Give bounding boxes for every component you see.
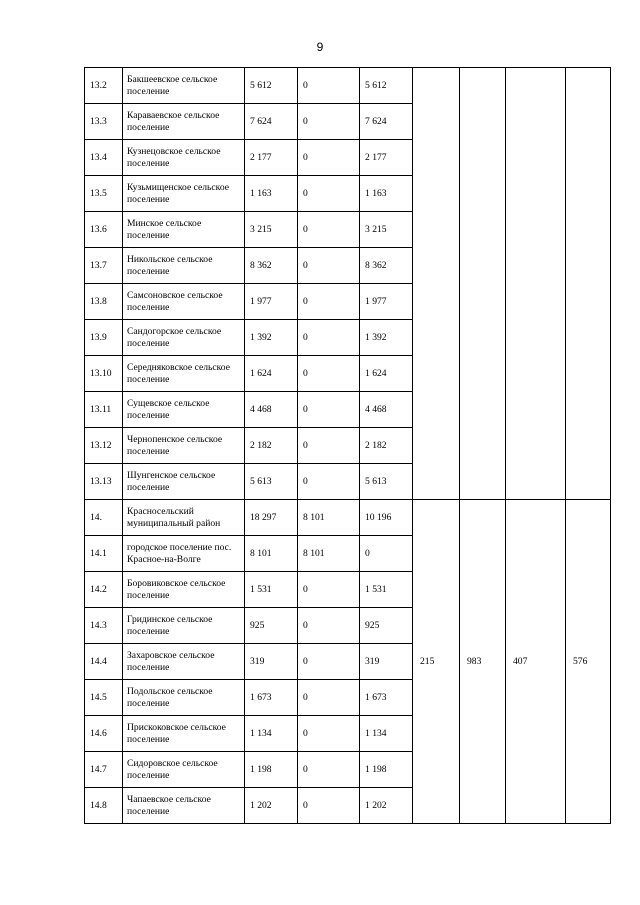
blank-cell-4 [413,68,460,500]
value-cell-2: 0 [298,644,360,680]
merged-value-c4: 215 [413,500,460,824]
value-cell-3: 1 977 [360,284,413,320]
value-cell-2: 0 [298,680,360,716]
value-cell-2: 0 [298,248,360,284]
value-cell-2: 0 [298,392,360,428]
value-cell-3: 1 624 [360,356,413,392]
value-cell-3: 7 624 [360,104,413,140]
row-number-cell: 14.6 [85,716,123,752]
row-number-cell: 14.3 [85,608,123,644]
value-cell-2: 0 [298,716,360,752]
value-cell-2: 8 101 [298,536,360,572]
merged-value-c6: 407 [506,500,566,824]
value-cell-3: 1 673 [360,680,413,716]
value-cell-2: 8 101 [298,500,360,536]
blank-cell-5 [460,68,506,500]
settlement-name-cell: Прискоковское сельское поселение [123,716,245,752]
row-number-cell: 13.3 [85,104,123,140]
row-number-cell: 13.5 [85,176,123,212]
value-cell-3: 1 198 [360,752,413,788]
value-cell-3: 1 163 [360,176,413,212]
value-cell-3: 3 215 [360,212,413,248]
total-value-cell: 1 977 [245,284,298,320]
value-cell-3: 925 [360,608,413,644]
row-number-cell: 14.2 [85,572,123,608]
total-value-cell: 1 198 [245,752,298,788]
settlement-name-cell: Кузьмищенское сельское поселение [123,176,245,212]
settlement-name-cell: Самсоновское сельское поселение [123,284,245,320]
value-cell-2: 0 [298,428,360,464]
blank-cell-6 [506,68,566,500]
row-number-cell: 14.8 [85,788,123,824]
settlement-name-cell: Сидоровское сельское поселение [123,752,245,788]
settlement-name-cell: городское поселение пос. Красное-на-Волге [123,536,245,572]
row-number-cell: 13.4 [85,140,123,176]
row-number-cell: 14.5 [85,680,123,716]
row-number-cell: 14.4 [85,644,123,680]
settlements-table [84,67,611,824]
value-cell-3: 10 196 [360,500,413,536]
value-cell-3: 0 [360,536,413,572]
total-value-cell: 4 468 [245,392,298,428]
value-cell-3: 1 392 [360,320,413,356]
value-cell-3: 4 468 [360,392,413,428]
value-cell-2: 0 [298,356,360,392]
value-cell-2: 0 [298,104,360,140]
value-cell-2: 0 [298,464,360,500]
table-row [85,68,611,104]
value-cell-3: 1 134 [360,716,413,752]
settlement-name-cell: Красносельский муниципальный район [123,500,245,536]
row-number-cell: 13.13 [85,464,123,500]
row-number-cell: 13.9 [85,320,123,356]
value-cell-2: 0 [298,320,360,356]
merged-value-c5: 983 [460,500,506,824]
value-cell-2: 0 [298,212,360,248]
settlement-name-cell: Подольское сельское поселение [123,680,245,716]
settlement-name-cell: Чернопенское сельское поселение [123,428,245,464]
settlement-name-cell: Караваевское сельское поселение [123,104,245,140]
total-value-cell: 1 624 [245,356,298,392]
merged-value-c7: 576 [566,500,611,824]
row-number-cell: 13.12 [85,428,123,464]
blank-cell-7 [566,68,611,500]
value-cell-2: 0 [298,284,360,320]
row-number-cell: 13.10 [85,356,123,392]
value-cell-3: 1 202 [360,788,413,824]
total-value-cell: 1 531 [245,572,298,608]
row-number-cell: 13.8 [85,284,123,320]
settlement-name-cell: Бакшеевское сельское поселение [123,68,245,104]
total-value-cell: 2 177 [245,140,298,176]
settlement-name-cell: Сандогорское сельское поселение [123,320,245,356]
value-cell-2: 0 [298,752,360,788]
settlement-name-cell: Чапаевское сельское поселение [123,788,245,824]
total-value-cell: 925 [245,608,298,644]
row-number-cell: 13.2 [85,68,123,104]
settlement-name-cell: Никольское сельское поселение [123,248,245,284]
total-value-cell: 1 392 [245,320,298,356]
total-value-cell: 319 [245,644,298,680]
value-cell-2: 0 [298,140,360,176]
value-cell-3: 8 362 [360,248,413,284]
value-cell-3: 2 177 [360,140,413,176]
value-cell-3: 1 531 [360,572,413,608]
value-cell-2: 0 [298,176,360,212]
page-number: 9 [316,40,324,54]
settlement-name-cell: Гридинское сельское поселение [123,608,245,644]
value-cell-3: 5 612 [360,68,413,104]
row-number-cell: 13.7 [85,248,123,284]
settlement-name-cell: Захаровское сельское поселение [123,644,245,680]
value-cell-3: 2 182 [360,428,413,464]
total-value-cell: 7 624 [245,104,298,140]
table-body [85,68,611,824]
total-value-cell: 3 215 [245,212,298,248]
total-value-cell: 18 297 [245,500,298,536]
value-cell-2: 0 [298,608,360,644]
total-value-cell: 2 182 [245,428,298,464]
row-number-cell: 13.11 [85,392,123,428]
row-number-cell: 14.7 [85,752,123,788]
value-cell-3: 319 [360,644,413,680]
total-value-cell: 1 134 [245,716,298,752]
value-cell-2: 0 [298,788,360,824]
total-value-cell: 5 613 [245,464,298,500]
settlement-name-cell: Кузнецовское сельское поселение [123,140,245,176]
total-value-cell: 1 202 [245,788,298,824]
settlement-name-cell: Боровиковское сельское поселение [123,572,245,608]
row-number-cell: 14. [85,500,123,536]
total-value-cell: 5 612 [245,68,298,104]
value-cell-2: 0 [298,68,360,104]
settlement-name-cell: Середняковское сельское поселение [123,356,245,392]
row-number-cell: 14.1 [85,536,123,572]
settlement-name-cell: Шунгенское сельское поселение [123,464,245,500]
table-row [85,500,611,536]
settlement-name-cell: Минское сельское поселение [123,212,245,248]
total-value-cell: 8 101 [245,536,298,572]
total-value-cell: 1 673 [245,680,298,716]
total-value-cell: 8 362 [245,248,298,284]
value-cell-2: 0 [298,572,360,608]
row-number-cell: 13.6 [85,212,123,248]
value-cell-3: 5 613 [360,464,413,500]
total-value-cell: 1 163 [245,176,298,212]
settlement-name-cell: Сущевское сельское поселение [123,392,245,428]
